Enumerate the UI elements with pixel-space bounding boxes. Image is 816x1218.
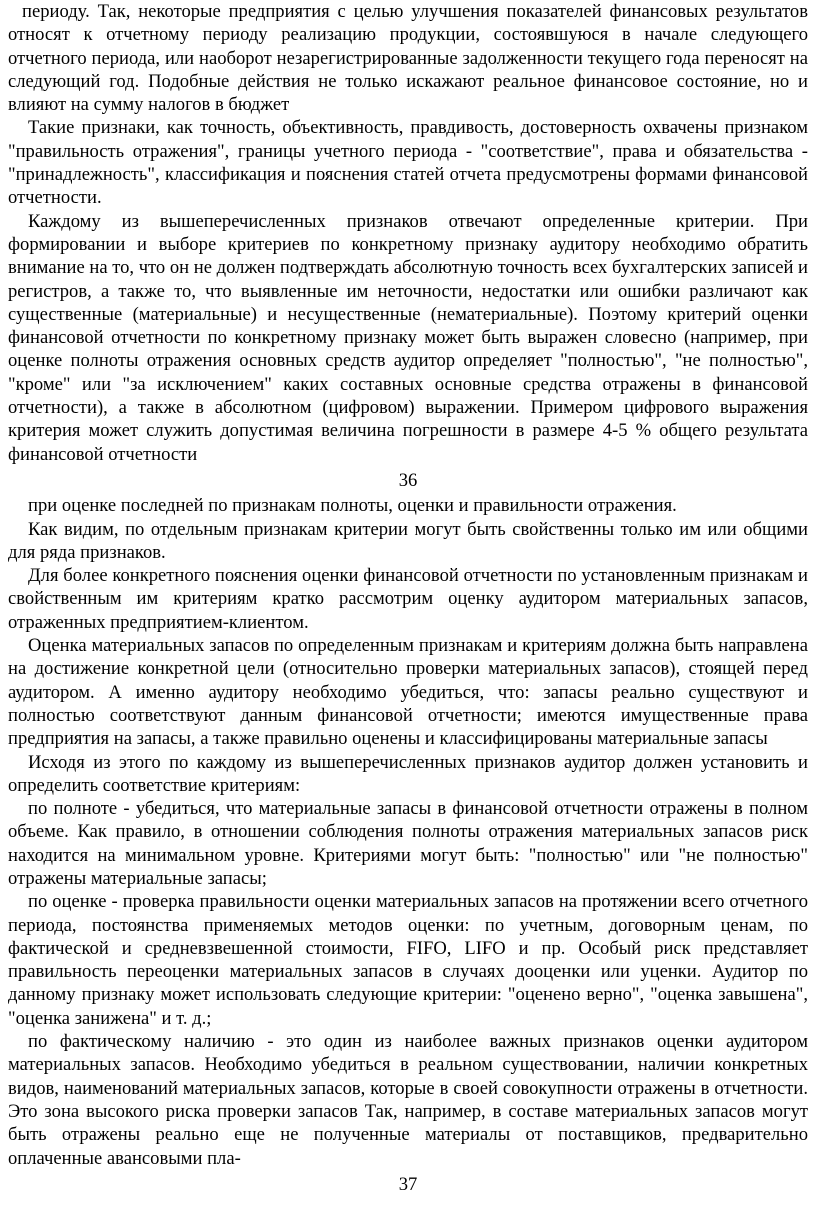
paragraph: Для более конкретного пояснения оценки финансовой отчетности по установленным признакам и свойственным им критериям кратко рассмотрим оценку аудитором материальных запасов, отраженных предприятием-клиентом. — [8, 565, 808, 633]
paragraph: по оценке - проверка правильности оценки материальных запасов на протяжении всего отчетного периода, постоянства применяемых методов оценки: по учетным, договорным ценам, по фактической и средневзвешенной стоимости, FIFO, LIFO и пр. Особый риск представляет правильность переоценки материальных запасов в случаях дооценки или уценки. Аудитор по данному признаку может использовать следующие критерии: "оценено верно", "оценка завышена", "оценка занижена" и т. д.; — [8, 891, 808, 1029]
document-page — [8, 0, 808, 1198]
paragraph: периоду. Так, некоторые предприятия с целью улучшения показателей финансовых результатов относят к отчетному периоду реализацию продукции, состоявшуюся в начале следующего отчетного периода, или наоборот незарегистрированные задолженности текущего года переносят на следующий год. Подобные действия не только искажают реальное финансовое состояние, но и влияют на сумму налогов в бюджет — [8, 1, 808, 116]
paragraph: Каждому из вышеперечисленных признаков отвечают определенные критерии. При формировании и выборе критериев по конкретному признаку аудитору необходимо обратить внимание на то, что он не должен подтверждать абсолютную точность всех бухгалтерских записей и регистров, а также то, что выявленные им неточности, недостатки или ошибки различают как существенные (материальные) и несущественные (нематериальные). Поэтому критерий оценки финансовой отчетности по конкретному признаку может быть выражен словесно (например, при оценке полноты отражения основных средств аудитор определяет "полностью", "не полностью", "кроме" или "за исключением" каких составных основные средства отражены в финансовой отчетности), а также в абсолютном (цифровом) выражении. Примером цифрового выражения критерия может служить допустимая величина погрешности в размере 4-5 % общего результата финансовой отчетности — [8, 210, 809, 465]
paragraph: при оценке последней по признакам полноты, оценки и правильности отражения. — [28, 495, 677, 517]
paragraph: по полноте - убедиться, что материальные запасы в финансовой отчетности отражены в полном объеме. Как правило, в отношении соблюдения полноты отражения материальных запасов риск находится на минимальном уровне. Критериями могут быть: "полностью" или "не полностью" отражены материальные запасы; — [8, 798, 808, 889]
page-number: 37 — [398, 1173, 418, 1195]
paragraph: Такие признаки, как точность, объективность, правдивость, достоверность охвачены признаком "правильность отражения", границы учетного периода - "соответствие", права и обязательства - "принадлежность", классификация и пояснения статей отчета предусмотрены формами финансовой отчетности. — [8, 117, 808, 209]
paragraph: Оценка материальных запасов по определенным признакам и критериям должна быть направлена на достижение конкретной цели (относительно проверки материальных запасов), стоящей перед аудитором. А именно аудитору необходимо убедиться, что: запасы реально существуют и полностью соответствуют данным финансовой отчетности; имеются имущественные права предприятия на запасы, а также правильно оценены и классифицированы материальные запасы — [8, 635, 808, 750]
paragraph: по фактическому наличию - это один из наиболее важных признаков оценки аудитором материальных запасов. Необходимо убедиться в реальном существовании, наличии конкретных видов, наименований материальных запасов, которые в своей совокупности отражены в отчетности. Это зона высокого риска проверки запасов Так, например, в составе материальных запасов могут быть отражены реально еще не полученные материалы от поставщиков, предварительно оплаченные авансовыми пла- — [8, 1031, 808, 1169]
paragraph: Как видим, по отдельным признакам критерии могут быть свойственны только им или общими для ряда признаков. — [8, 518, 808, 563]
paragraph: Исходя из этого по каждому из вышеперечисленных признаков аудитор должен установить и определить соответствие критериям: — [8, 751, 808, 796]
page-number: 36 — [398, 469, 418, 491]
